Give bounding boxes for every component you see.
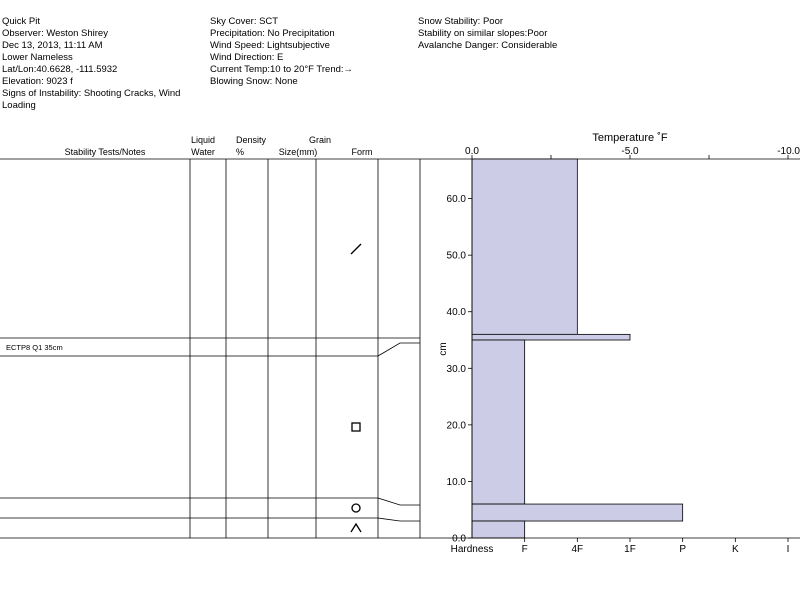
- y-axis-ticks: [447, 194, 472, 544]
- hardness-bar: [472, 159, 577, 334]
- similar-slopes-stability: Stability on similar slopes:Poor: [418, 28, 548, 39]
- depth-hoar-caret-icon: [351, 524, 361, 532]
- layer-boundary: [0, 518, 420, 521]
- wind-speed: Wind Speed: Lightsubjective: [210, 40, 330, 51]
- temperature-axis: [465, 146, 800, 159]
- hardness-bar: [472, 504, 683, 521]
- observer: Observer: Weston Shirey: [2, 28, 108, 39]
- rounded-circle-icon: [352, 504, 360, 512]
- y-axis-label: cm: [438, 342, 449, 356]
- layer-boundaries: [0, 338, 420, 521]
- temperature-tick-label: -5.0: [621, 146, 639, 157]
- chart-title: Temperature ˚F: [592, 132, 668, 144]
- hardness-tick-label: 1F: [624, 544, 636, 555]
- signs-of-instability: Signs of Instability: Shooting Cracks, Wind Loading: [2, 88, 181, 111]
- y-tick-label: 60.0: [446, 194, 466, 206]
- hardness-tick-label: F: [521, 544, 528, 555]
- y-tick-label: 40.0: [446, 307, 466, 319]
- hardness-bar: [472, 340, 525, 504]
- precipitation-particle-slash-icon: [351, 244, 361, 254]
- y-tick-label: 30.0: [446, 363, 466, 375]
- precipitation: Precipitation: No Precipitation: [210, 28, 335, 39]
- y-tick-label: 50.0: [446, 250, 466, 262]
- x-axis-label: Hardness: [450, 544, 494, 555]
- lat-lon: Lat/Lon:40.6628, -111.5932: [2, 64, 118, 75]
- snow-stability: Snow Stability: Poor: [418, 16, 504, 27]
- table-frame: [0, 159, 420, 538]
- faceted-square-icon: [352, 423, 360, 431]
- location: Lower Nameless: [2, 52, 73, 63]
- y-tick-label: 0.0: [452, 533, 466, 545]
- stability-test-note: ECTP8 Q1 35cm: [6, 343, 63, 352]
- hardness-bar: [472, 334, 630, 340]
- header-form: Form: [351, 147, 373, 157]
- layer-boundary: [0, 343, 420, 356]
- avalanche-danger: Avalanche Danger: Considerable: [418, 40, 558, 51]
- header-water: Water: [191, 147, 215, 157]
- elevation: Elevation: 9023 f: [2, 76, 73, 87]
- y-tick-label: 20.0: [446, 420, 466, 432]
- table-headers: [65, 135, 373, 157]
- header-liquid: Liquid: [190, 135, 216, 145]
- header-density: Density: [235, 135, 267, 145]
- temperature-tick-label: 0.0: [465, 146, 479, 157]
- wind-direction: Wind Direction: E: [210, 52, 284, 63]
- header-size: Size(mm): [278, 147, 318, 157]
- blowing-snow: Blowing Snow: None: [210, 76, 298, 87]
- hardness-tick-label: K: [731, 544, 739, 555]
- pit-type: Quick Pit: [2, 16, 41, 27]
- hardness-tick-label: 4F: [571, 544, 584, 555]
- header-notes: Stability Tests/Notes: [64, 147, 146, 157]
- hardness-bar: [472, 521, 525, 538]
- hardness-bars: [472, 159, 683, 538]
- hardness-tick-label: I: [786, 544, 790, 555]
- date-time: Dec 13, 2013, 11:11 AM: [2, 40, 103, 51]
- sky-cover: Sky Cover: SCT: [210, 16, 279, 27]
- y-tick-label: 10.0: [446, 476, 466, 488]
- hardness-tick-label: P: [679, 544, 687, 555]
- current-temp: Current Temp:10 to 20°F Trend:→: [210, 64, 354, 75]
- header-density-unit: %: [235, 147, 245, 157]
- hardness-axis-ticks: [522, 538, 790, 555]
- header-grain: Grain: [308, 135, 332, 145]
- temperature-tick-label: -10.0: [777, 146, 800, 157]
- grain-forms: [351, 244, 361, 532]
